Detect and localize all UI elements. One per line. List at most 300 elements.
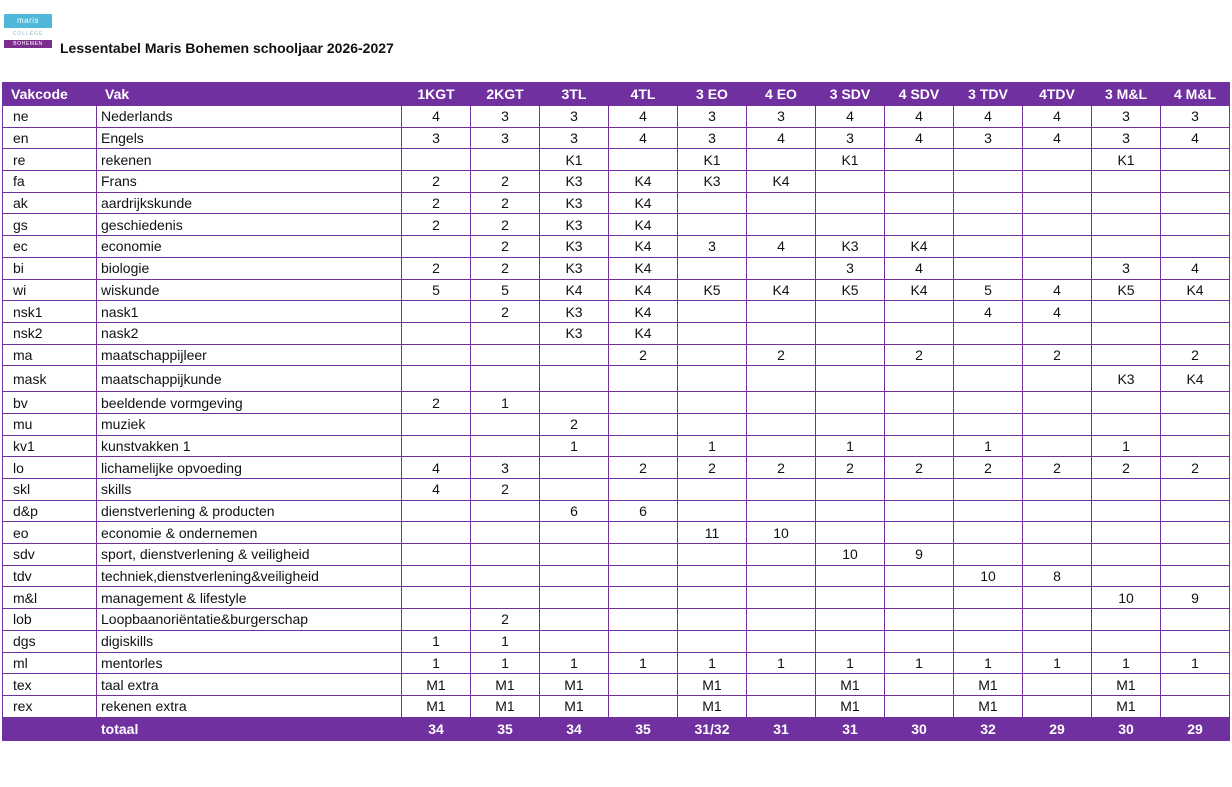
page-title: Lessentabel Maris Bohemen schooljaar 2026-2027	[60, 40, 394, 56]
hours-cell: 4	[954, 106, 1023, 128]
hours-cell: 2	[885, 344, 954, 366]
hours-cell: 4	[402, 106, 471, 128]
hours-cell	[816, 609, 885, 631]
hours-cell	[678, 366, 747, 392]
hours-cell: K4	[747, 279, 816, 301]
hours-cell	[402, 344, 471, 366]
table-row	[3, 322, 1230, 344]
total-cell: 35	[471, 717, 540, 740]
hours-cell	[678, 392, 747, 414]
hours-cell: 2	[816, 457, 885, 479]
table-row	[3, 214, 1230, 236]
hours-cell	[885, 366, 954, 392]
hours-cell	[885, 500, 954, 522]
hours-cell	[885, 479, 954, 501]
lessentabel-table	[2, 82, 1230, 741]
hours-cell	[1092, 322, 1161, 344]
hours-cell	[540, 479, 609, 501]
hours-cell: 4	[609, 127, 678, 149]
table-row	[3, 127, 1230, 149]
hours-cell: 1	[816, 652, 885, 674]
hours-cell: K4	[540, 279, 609, 301]
hours-cell: 1	[471, 392, 540, 414]
hours-cell	[1161, 479, 1230, 501]
vakcode-cell: nsk2	[3, 322, 97, 344]
total-row	[3, 717, 1230, 740]
hours-cell: 2	[471, 301, 540, 323]
hours-cell: 4	[1023, 279, 1092, 301]
hours-cell	[609, 695, 678, 717]
hours-cell: M1	[471, 674, 540, 696]
vak-cell: Loopbaanoriëntatie&burgerschap	[97, 609, 402, 631]
hours-cell: K1	[678, 149, 747, 171]
hours-cell	[747, 214, 816, 236]
vakcode-cell: ma	[3, 344, 97, 366]
hours-cell: 2	[471, 609, 540, 631]
hours-cell: 2	[471, 214, 540, 236]
hours-cell	[747, 609, 816, 631]
hours-cell: 4	[1023, 106, 1092, 128]
hours-cell	[471, 565, 540, 587]
hours-cell	[609, 544, 678, 566]
vakcode-cell: lo	[3, 457, 97, 479]
hours-cell	[816, 171, 885, 193]
hours-cell	[471, 587, 540, 609]
hours-cell: 1	[471, 630, 540, 652]
hours-cell: K3	[540, 214, 609, 236]
hours-cell	[885, 413, 954, 435]
column-header-vak: Vak	[97, 83, 402, 106]
hours-cell: 3	[678, 127, 747, 149]
hours-cell	[540, 344, 609, 366]
hours-cell: 2	[747, 344, 816, 366]
hours-cell: 2	[402, 392, 471, 414]
hours-cell	[1023, 479, 1092, 501]
hours-cell: K4	[609, 301, 678, 323]
hours-cell: 11	[678, 522, 747, 544]
hours-cell: K3	[540, 301, 609, 323]
hours-cell: 2	[471, 192, 540, 214]
vakcode-cell: m&l	[3, 587, 97, 609]
vak-cell: biologie	[97, 257, 402, 279]
column-header-level: 3 EO	[678, 83, 747, 106]
hours-cell: 4	[402, 457, 471, 479]
hours-cell	[816, 322, 885, 344]
hours-cell: K4	[609, 279, 678, 301]
hours-cell	[1161, 392, 1230, 414]
hours-cell: K4	[609, 171, 678, 193]
total-cell: 29	[1023, 717, 1092, 740]
table-row	[3, 257, 1230, 279]
hours-cell	[471, 366, 540, 392]
hours-cell: 1	[1092, 435, 1161, 457]
hours-cell	[471, 149, 540, 171]
hours-cell: 2	[471, 257, 540, 279]
column-header-level: 3TL	[540, 83, 609, 106]
hours-cell: 6	[609, 500, 678, 522]
hours-cell	[1092, 392, 1161, 414]
hours-cell: K4	[609, 257, 678, 279]
vakcode-cell: wi	[3, 279, 97, 301]
hours-cell: 10	[1092, 587, 1161, 609]
table-row	[3, 652, 1230, 674]
hours-cell: 1	[471, 652, 540, 674]
hours-cell	[1161, 609, 1230, 631]
hours-cell: 4	[954, 301, 1023, 323]
hours-cell	[1161, 674, 1230, 696]
vakcode-cell: fa	[3, 171, 97, 193]
hours-cell: K3	[540, 257, 609, 279]
logo-banner: BOHEMEN	[4, 40, 52, 48]
hours-cell	[885, 214, 954, 236]
hours-cell	[747, 392, 816, 414]
hours-cell	[816, 630, 885, 652]
vakcode-cell: sdv	[3, 544, 97, 566]
hours-cell	[1092, 236, 1161, 258]
hours-cell: M1	[816, 695, 885, 717]
hours-cell	[816, 522, 885, 544]
hours-cell	[1092, 609, 1161, 631]
hours-cell: 4	[885, 127, 954, 149]
hours-cell: 10	[954, 565, 1023, 587]
hours-cell: 1	[402, 630, 471, 652]
hours-cell: 1	[954, 652, 1023, 674]
hours-cell	[954, 413, 1023, 435]
hours-cell	[885, 609, 954, 631]
hours-cell: K1	[540, 149, 609, 171]
hours-cell	[678, 630, 747, 652]
table-row	[3, 192, 1230, 214]
hours-cell: 2	[402, 257, 471, 279]
hours-cell	[954, 544, 1023, 566]
table-row	[3, 565, 1230, 587]
hours-cell: 4	[885, 106, 954, 128]
hours-cell	[1023, 500, 1092, 522]
hours-cell: 3	[747, 106, 816, 128]
hours-cell: M1	[540, 674, 609, 696]
hours-cell	[609, 392, 678, 414]
hours-cell: 4	[1023, 301, 1092, 323]
hours-cell: 1	[1092, 652, 1161, 674]
hours-cell	[402, 565, 471, 587]
vakcode-cell: dgs	[3, 630, 97, 652]
hours-cell: 3	[816, 257, 885, 279]
hours-cell	[747, 435, 816, 457]
hours-cell	[471, 322, 540, 344]
hours-cell	[954, 522, 1023, 544]
hours-cell	[402, 301, 471, 323]
vak-cell: taal extra	[97, 674, 402, 696]
hours-cell	[885, 565, 954, 587]
vakcode-cell: tex	[3, 674, 97, 696]
hours-cell	[816, 344, 885, 366]
hours-cell: K1	[1092, 149, 1161, 171]
table-row	[3, 149, 1230, 171]
hours-cell: 4	[885, 257, 954, 279]
hours-cell: 2	[747, 457, 816, 479]
vak-cell: rekenen extra	[97, 695, 402, 717]
vak-cell: wiskunde	[97, 279, 402, 301]
hours-cell	[1161, 695, 1230, 717]
hours-cell	[816, 192, 885, 214]
hours-cell: 4	[1161, 257, 1230, 279]
vakcode-cell: rex	[3, 695, 97, 717]
vakcode-cell: lob	[3, 609, 97, 631]
hours-cell	[1161, 171, 1230, 193]
hours-cell: 9	[1161, 587, 1230, 609]
hours-cell	[1161, 214, 1230, 236]
hours-cell: 10	[747, 522, 816, 544]
table-row	[3, 171, 1230, 193]
total-cell: 35	[609, 717, 678, 740]
hours-cell	[954, 479, 1023, 501]
hours-cell: 2	[1023, 457, 1092, 479]
column-header-level: 3 TDV	[954, 83, 1023, 106]
hours-cell	[1023, 171, 1092, 193]
hours-cell	[747, 630, 816, 652]
hours-cell	[1092, 214, 1161, 236]
hours-cell: 5	[402, 279, 471, 301]
hours-cell: M1	[1092, 695, 1161, 717]
hours-cell	[1023, 435, 1092, 457]
hours-cell	[402, 149, 471, 171]
hours-cell	[540, 565, 609, 587]
hours-cell	[609, 522, 678, 544]
column-header-level: 3 M&L	[1092, 83, 1161, 106]
hours-cell	[402, 522, 471, 544]
hours-cell: 1	[747, 652, 816, 674]
table-row	[3, 236, 1230, 258]
hours-cell	[1161, 236, 1230, 258]
hours-cell: 1	[1161, 652, 1230, 674]
hours-cell	[747, 322, 816, 344]
column-header-level: 2KGT	[471, 83, 540, 106]
hours-cell	[1161, 522, 1230, 544]
hours-cell: 3	[540, 106, 609, 128]
hours-cell	[678, 322, 747, 344]
hours-cell: 4	[1161, 127, 1230, 149]
hours-cell: M1	[678, 695, 747, 717]
hours-cell	[471, 435, 540, 457]
hours-cell	[1161, 322, 1230, 344]
column-header-level: 1KGT	[402, 83, 471, 106]
table-row	[3, 301, 1230, 323]
hours-cell	[954, 500, 1023, 522]
table-row	[3, 106, 1230, 128]
hours-cell	[402, 322, 471, 344]
hours-cell: 3	[402, 127, 471, 149]
hours-cell	[678, 587, 747, 609]
vakcode-cell: en	[3, 127, 97, 149]
column-header-level: 3 SDV	[816, 83, 885, 106]
vakcode-cell: bv	[3, 392, 97, 414]
vakcode-cell: mask	[3, 366, 97, 392]
hours-cell: 6	[540, 500, 609, 522]
hours-cell	[678, 413, 747, 435]
total-cell: 30	[885, 717, 954, 740]
hours-cell	[747, 413, 816, 435]
table-row	[3, 609, 1230, 631]
vak-cell: management & lifestyle	[97, 587, 402, 609]
hours-cell	[1023, 544, 1092, 566]
vakcode-cell: re	[3, 149, 97, 171]
hours-cell	[885, 149, 954, 171]
vakcode-cell: mu	[3, 413, 97, 435]
hours-cell	[954, 322, 1023, 344]
hours-cell	[816, 366, 885, 392]
table-header-row	[3, 83, 1230, 106]
hours-cell	[402, 236, 471, 258]
hours-cell	[402, 544, 471, 566]
hours-cell	[747, 500, 816, 522]
hours-cell: 1	[678, 435, 747, 457]
hours-cell: K3	[540, 236, 609, 258]
vak-cell: nask2	[97, 322, 402, 344]
total-cell: 32	[954, 717, 1023, 740]
hours-cell: 4	[402, 479, 471, 501]
hours-cell: 2	[885, 457, 954, 479]
table-row	[3, 435, 1230, 457]
hours-cell	[816, 413, 885, 435]
hours-cell	[1161, 500, 1230, 522]
hours-cell	[1023, 322, 1092, 344]
column-header-level: 4TDV	[1023, 83, 1092, 106]
hours-cell: 5	[471, 279, 540, 301]
hours-cell: 8	[1023, 565, 1092, 587]
table-row	[3, 279, 1230, 301]
hours-cell: 2	[609, 457, 678, 479]
hours-cell: K4	[747, 171, 816, 193]
hours-cell	[540, 544, 609, 566]
total-cell: 31	[747, 717, 816, 740]
hours-cell: 2	[471, 236, 540, 258]
column-header-level: 4 SDV	[885, 83, 954, 106]
hours-cell	[816, 392, 885, 414]
column-header-level: 4 M&L	[1161, 83, 1230, 106]
hours-cell: 2	[678, 457, 747, 479]
hours-cell	[747, 674, 816, 696]
total-empty-cell	[3, 717, 97, 740]
vakcode-cell: ne	[3, 106, 97, 128]
hours-cell	[1161, 544, 1230, 566]
hours-cell	[1092, 500, 1161, 522]
hours-cell: K3	[816, 236, 885, 258]
hours-cell: 1	[402, 652, 471, 674]
vakcode-cell: kv1	[3, 435, 97, 457]
hours-cell: 2	[609, 344, 678, 366]
hours-cell: 2	[402, 192, 471, 214]
total-cell: 30	[1092, 717, 1161, 740]
table-row	[3, 544, 1230, 566]
column-header-vakcode: Vakcode	[3, 83, 97, 106]
hours-cell: 4	[747, 127, 816, 149]
vak-cell: skills	[97, 479, 402, 501]
hours-cell	[678, 609, 747, 631]
hours-cell	[678, 344, 747, 366]
vak-cell: Nederlands	[97, 106, 402, 128]
hours-cell	[471, 522, 540, 544]
hours-cell: K1	[816, 149, 885, 171]
hours-cell	[885, 695, 954, 717]
hours-cell	[609, 435, 678, 457]
hours-cell: 1	[609, 652, 678, 674]
hours-cell	[816, 587, 885, 609]
hours-cell	[1161, 149, 1230, 171]
hours-cell	[678, 544, 747, 566]
hours-cell	[1023, 522, 1092, 544]
hours-cell: 4	[609, 106, 678, 128]
hours-cell	[1092, 630, 1161, 652]
hours-cell: 3	[540, 127, 609, 149]
hours-cell	[1092, 544, 1161, 566]
hours-cell	[747, 695, 816, 717]
hours-cell: 3	[678, 106, 747, 128]
hours-cell	[1092, 565, 1161, 587]
hours-cell: K3	[1092, 366, 1161, 392]
hours-cell	[747, 565, 816, 587]
hours-cell: 2	[1023, 344, 1092, 366]
hours-cell: K3	[540, 171, 609, 193]
hours-cell	[816, 500, 885, 522]
hours-cell	[885, 171, 954, 193]
hours-cell: M1	[471, 695, 540, 717]
hours-cell	[1092, 301, 1161, 323]
hours-cell	[816, 479, 885, 501]
hours-cell: 2	[471, 171, 540, 193]
hours-cell: M1	[1092, 674, 1161, 696]
hours-cell: 2	[1161, 457, 1230, 479]
hours-cell	[471, 344, 540, 366]
vak-cell: Engels	[97, 127, 402, 149]
hours-cell: 3	[1092, 127, 1161, 149]
table-row	[3, 479, 1230, 501]
hours-cell	[678, 257, 747, 279]
hours-cell	[747, 366, 816, 392]
hours-cell	[816, 301, 885, 323]
hours-cell	[954, 392, 1023, 414]
hours-cell	[678, 500, 747, 522]
hours-cell	[540, 457, 609, 479]
hours-cell	[678, 192, 747, 214]
logo-wordmark: maris	[4, 14, 52, 28]
vak-cell: beeldende vormgeving	[97, 392, 402, 414]
hours-cell: 3	[816, 127, 885, 149]
hours-cell: 2	[402, 214, 471, 236]
hours-cell: 1	[954, 435, 1023, 457]
hours-cell	[885, 435, 954, 457]
hours-cell	[954, 609, 1023, 631]
hours-cell	[1092, 479, 1161, 501]
vakcode-cell: gs	[3, 214, 97, 236]
table-row	[3, 522, 1230, 544]
hours-cell	[1161, 630, 1230, 652]
hours-cell	[954, 366, 1023, 392]
hours-cell: 4	[816, 106, 885, 128]
hours-cell	[402, 366, 471, 392]
hours-cell	[1023, 257, 1092, 279]
hours-cell: 3	[1092, 257, 1161, 279]
hours-cell	[747, 257, 816, 279]
hours-cell	[609, 149, 678, 171]
hours-cell: K4	[885, 279, 954, 301]
hours-cell	[1092, 192, 1161, 214]
hours-cell: K4	[609, 236, 678, 258]
vakcode-cell: ak	[3, 192, 97, 214]
hours-cell: K4	[609, 192, 678, 214]
hours-cell	[885, 322, 954, 344]
hours-cell	[1023, 392, 1092, 414]
hours-cell	[1023, 149, 1092, 171]
